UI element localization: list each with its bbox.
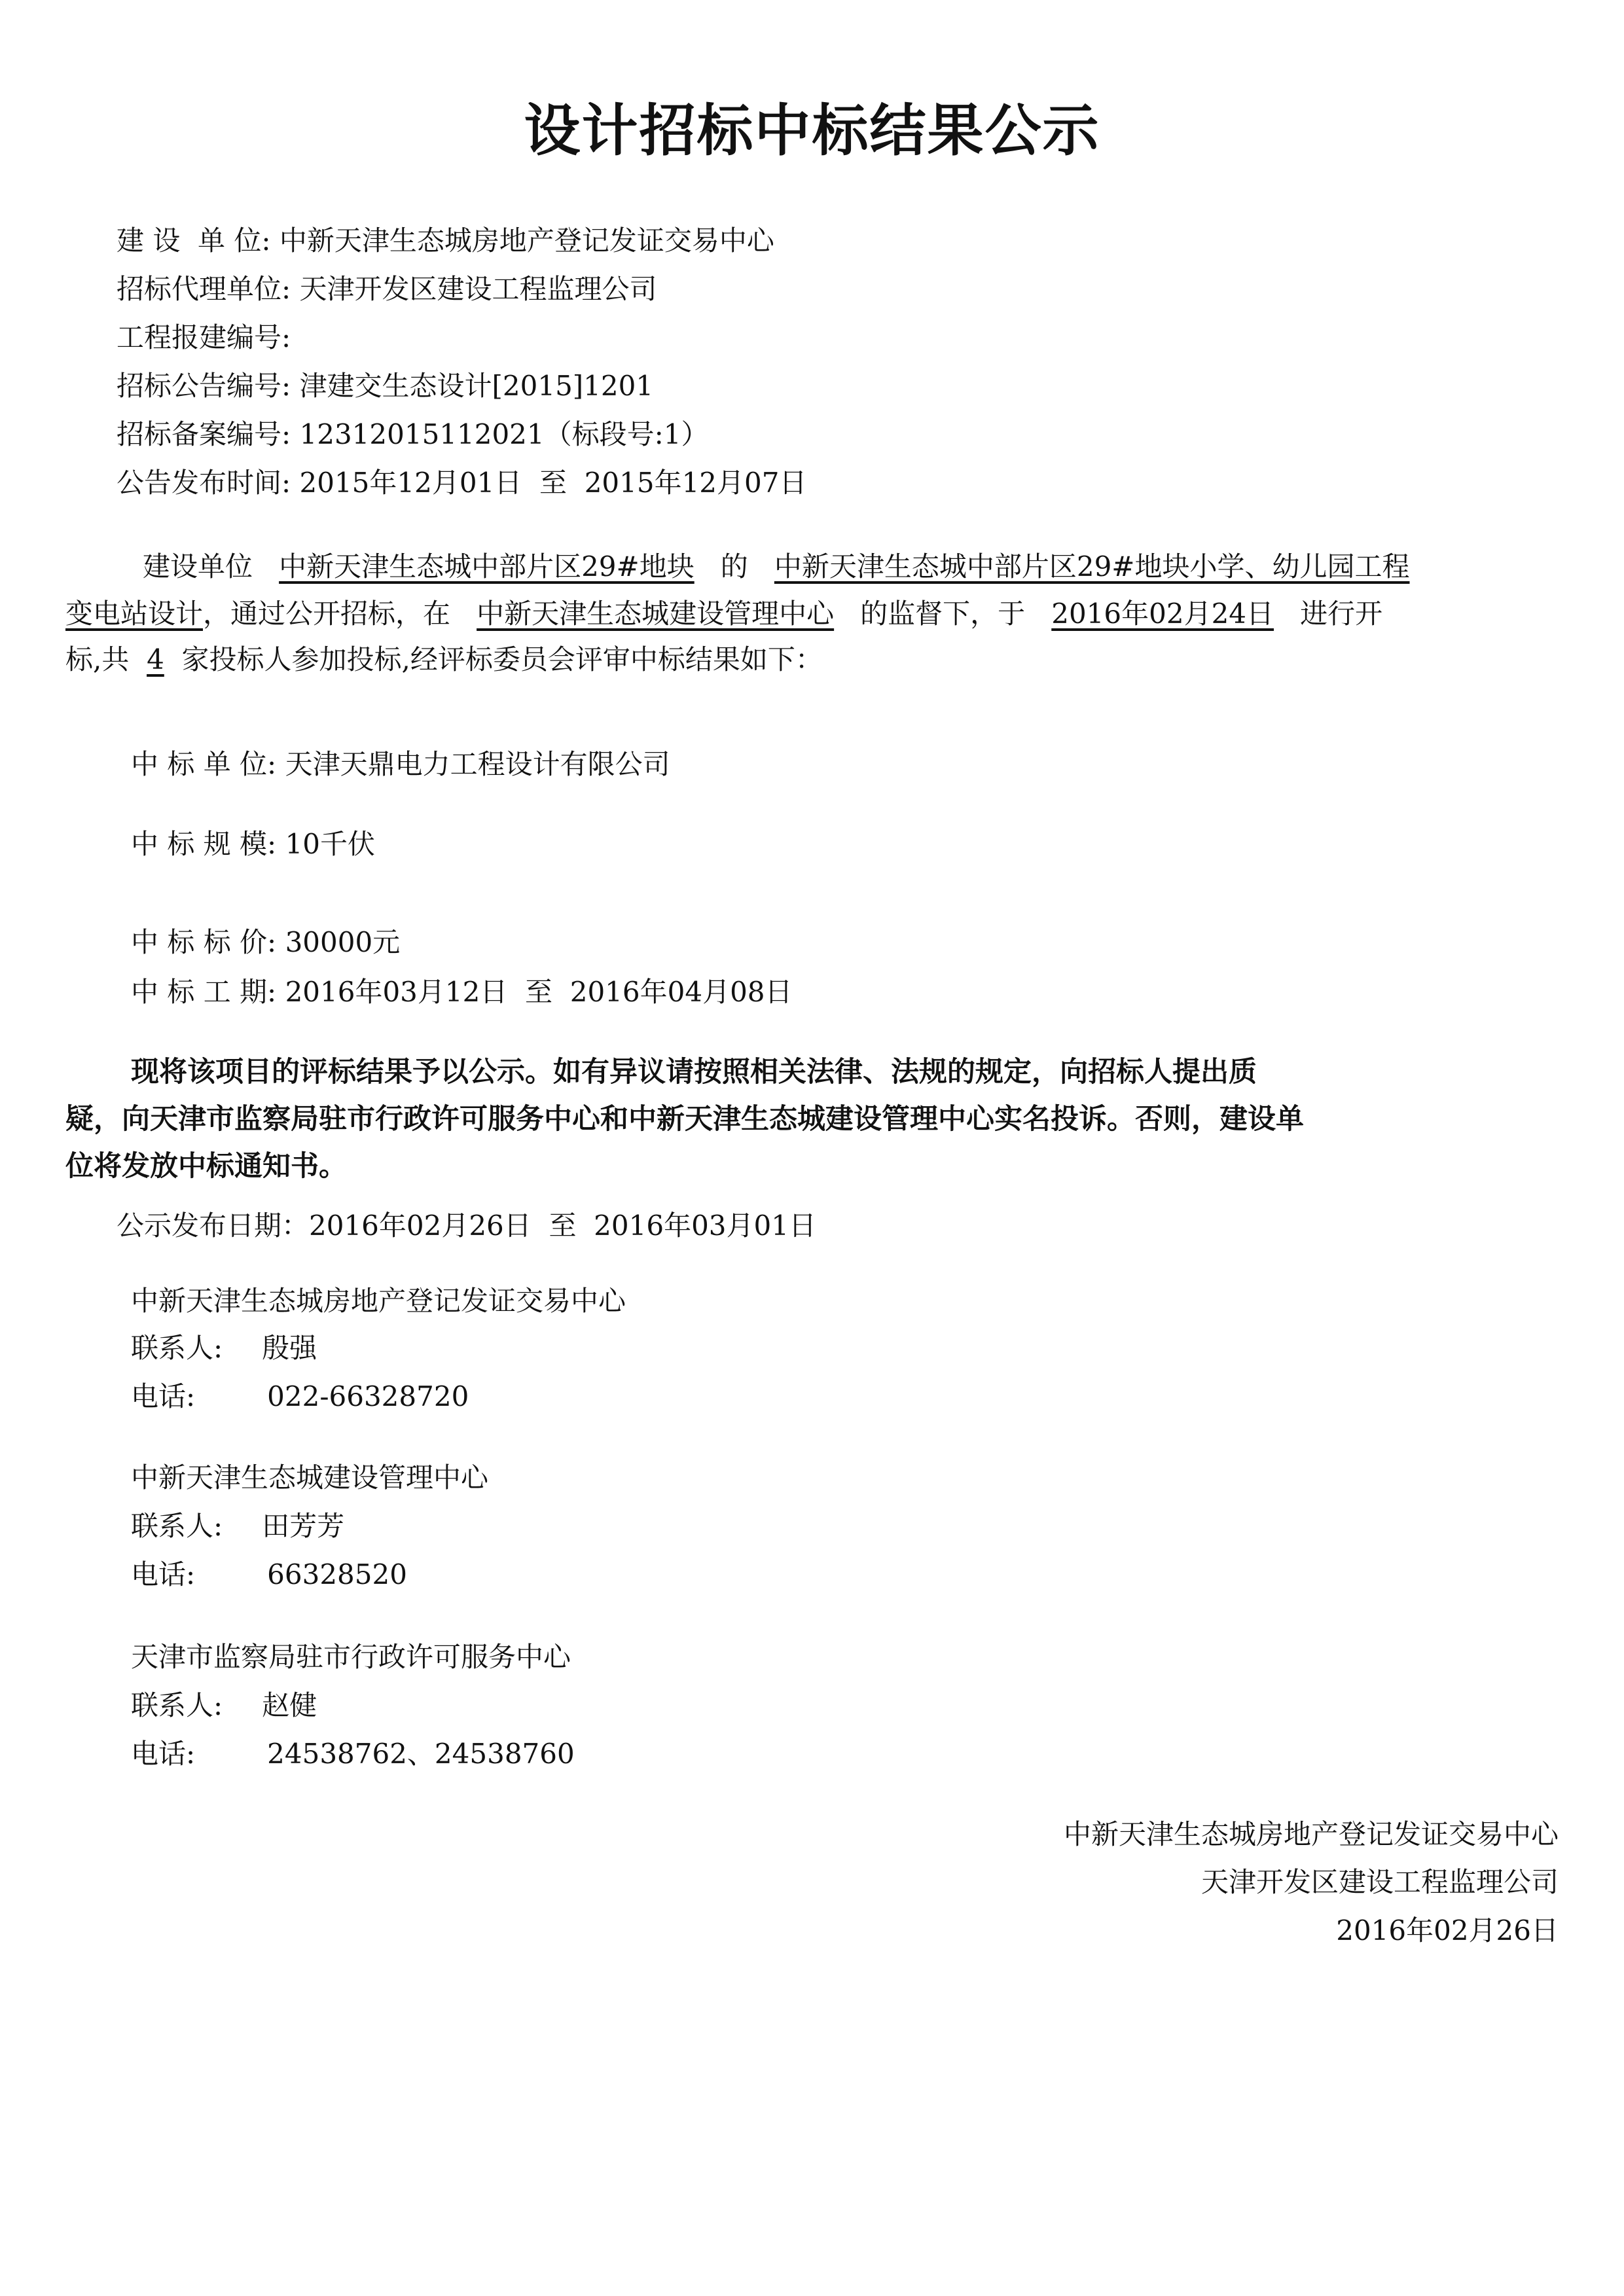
- contact-person-label: 联系人:: [131, 1510, 223, 1542]
- notice-line-1: 现将该项目的评标结果予以公示。如有异议请按照相关法律、法规的规定，向招标人提出质: [131, 1056, 1257, 1088]
- contact-person-label: 联系人:: [131, 1332, 223, 1364]
- signature-date: 2016年02月26日: [1336, 1914, 1559, 1946]
- agent-unit-line: [117, 271, 657, 308]
- winner-value: 天津天鼎电力工程设计有限公司: [285, 748, 670, 780]
- publish-time-line: [117, 465, 806, 501]
- scale-line: [131, 826, 375, 863]
- agent-unit-label: 招标代理单位:: [117, 273, 291, 305]
- contact-person-label: 联系人:: [131, 1689, 223, 1721]
- contact-phone-label: 电话:: [131, 1380, 196, 1412]
- scale-value: 10千伏: [285, 828, 376, 860]
- notice-no-value: 津建交生态设计[2015]1201: [299, 370, 654, 402]
- publicity-date: 公示发布日期：2016年02月26日 至 2016年03月01日: [117, 1210, 816, 1242]
- p1-de: 的: [720, 550, 748, 583]
- p2-project-name-cont: 变电站设计: [65, 598, 204, 630]
- contact-org: 中新天津生态城房地产登记发证交易中心: [131, 1285, 626, 1317]
- contact-person-line: [131, 1330, 317, 1367]
- p2-supervisor: 中新天津生态城建设管理中心: [477, 598, 835, 630]
- notice-no-line: [117, 368, 653, 404]
- p2-mid2: 的监督下，于: [860, 598, 1026, 630]
- record-no-label: 招标备案编号:: [117, 418, 291, 450]
- p1-construction-unit: 中新天津生态城中部片区29#地块: [279, 550, 695, 583]
- p2-mid: ，通过公开招标，在: [203, 598, 451, 630]
- notice-line-2: 疑，向天津市监察局驻市行政许可服务中心和中新天津生态城建设管理中心实名投诉。否则，建设单: [65, 1103, 1304, 1136]
- contact-phone-line: [131, 1736, 575, 1772]
- p3-bidder-count: 4: [147, 643, 164, 675]
- contact-person: 田芳芳: [262, 1510, 345, 1542]
- contact-person-line: [131, 1687, 317, 1724]
- contact-phone-line: [131, 1556, 407, 1593]
- paragraph-line-1: [143, 548, 1410, 585]
- contact-phone: 022-66328720: [267, 1380, 469, 1412]
- construction-unit-line: [117, 223, 774, 259]
- price-label: 中 标 标 价:: [131, 926, 277, 958]
- signature-org-2: 天津开发区建设工程监理公司: [1200, 1866, 1559, 1898]
- record-no-line: [117, 416, 709, 453]
- period-value: 2016年03月12日 至 2016年04月08日: [285, 976, 793, 1008]
- contact-person: 殷强: [262, 1332, 317, 1364]
- price-value: 30000元: [285, 926, 401, 958]
- project-report-no-label: 工程报建编号:: [117, 321, 291, 353]
- scale-label: 中 标 规 模:: [131, 828, 277, 860]
- contact-phone-label: 电话:: [131, 1738, 196, 1770]
- publish-time-value: 2015年12月01日 至 2015年12月07日: [299, 467, 807, 499]
- construction-unit-value: 中新天津生态城房地产登记发证交易中心: [279, 224, 774, 257]
- notice-line-3: 位将发放中标通知书。: [65, 1150, 347, 1183]
- price-line: [131, 924, 400, 961]
- record-no-value: 12312015112021（标段号:1）: [299, 418, 709, 450]
- signature-org-1: 中新天津生态城房地产登记发证交易中心: [1063, 1818, 1559, 1850]
- page-title: 设计招标中标结果公示: [524, 98, 1100, 164]
- contact-person-line: [131, 1508, 344, 1545]
- p2-open-date: 2016年02月24日: [1051, 598, 1274, 630]
- contact-org: 中新天津生态城建设管理中心: [131, 1462, 489, 1494]
- contact-person: 赵健: [262, 1689, 317, 1721]
- p3-start: 标,共: [65, 643, 130, 675]
- publish-time-label: 公告发布时间:: [117, 467, 291, 499]
- paragraph-line-2: [65, 596, 1382, 632]
- project-report-no-line: [117, 319, 291, 356]
- period-line: [131, 974, 793, 1011]
- notice-no-label: 招标公告编号:: [117, 370, 291, 402]
- p1-prefix: 建设单位: [143, 550, 253, 583]
- paragraph-line-3: [65, 641, 823, 678]
- contact-phone: 66328520: [267, 1558, 407, 1590]
- agent-unit-value: 天津开发区建设工程监理公司: [299, 273, 657, 305]
- p2-end: 进行开: [1300, 598, 1383, 630]
- winner-label: 中 标 单 位:: [131, 748, 277, 780]
- contact-phone-line: [131, 1378, 469, 1415]
- period-label: 中 标 工 期:: [131, 976, 277, 1008]
- contact-phone-label: 电话:: [131, 1558, 196, 1590]
- p1-project-name: 中新天津生态城中部片区29#地块小学、幼儿园工程: [774, 550, 1410, 583]
- p3-end: 家投标人参加投标,经评标委员会评审中标结果如下：: [181, 643, 823, 675]
- winner-line: [131, 746, 670, 783]
- construction-unit-label: 建 设 单 位:: [117, 224, 271, 257]
- contact-org: 天津市监察局驻市行政许可服务中心: [131, 1641, 571, 1673]
- contact-phone: 24538762、24538760: [267, 1738, 575, 1770]
